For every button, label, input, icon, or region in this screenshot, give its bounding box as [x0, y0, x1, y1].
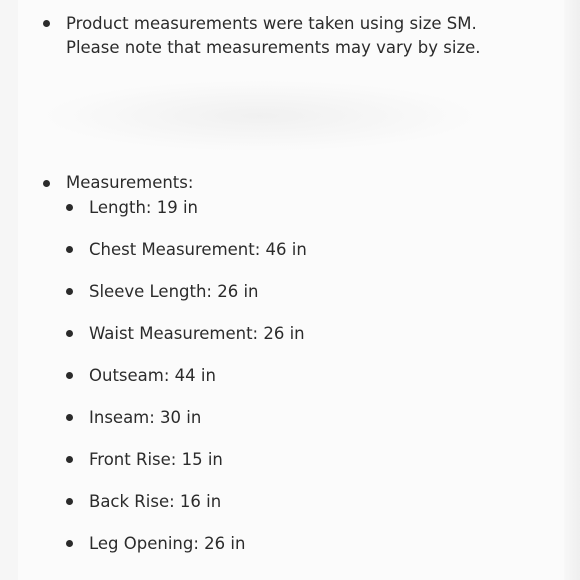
list-item-bullet: [66, 456, 73, 463]
list-item-bullet: [66, 288, 73, 295]
faded-area: [40, 80, 480, 152]
list-item-bullet: [66, 540, 73, 547]
list-item-bullet: [66, 414, 73, 421]
measurement-sleeve-length: Sleeve Length: 26 in: [89, 282, 259, 301]
measurement-front-rise: Front Rise: 15 in: [89, 450, 223, 469]
note-line-1: Product measurements were taken using size SM.: [66, 14, 477, 33]
measurement-back-rise: Back Rise: 16 in: [89, 492, 222, 511]
measurements-bullet: [43, 180, 50, 187]
measurement-outseam: Outseam: 44 in: [89, 366, 216, 385]
measurement-inseam: Inseam: 30 in: [89, 408, 202, 427]
measurement-length: Length: 19 in: [89, 198, 198, 217]
measurements-title: Measurements:: [66, 173, 194, 192]
page-edge: [564, 0, 580, 580]
list-item-bullet: [66, 498, 73, 505]
list-item-bullet: [66, 372, 73, 379]
measurement-chest: Chest Measurement: 46 in: [89, 240, 307, 259]
note-bullet: [43, 20, 50, 27]
measurement-waist: Waist Measurement: 26 in: [89, 324, 305, 343]
list-item-bullet: [66, 330, 73, 337]
note-line-2: Please note that measurements may vary by size.: [66, 38, 481, 57]
list-item-bullet: [66, 204, 73, 211]
measurement-note: [66, 12, 481, 60]
measurement-leg-opening: Leg Opening: 26 in: [89, 534, 246, 553]
list-item-bullet: [66, 246, 73, 253]
